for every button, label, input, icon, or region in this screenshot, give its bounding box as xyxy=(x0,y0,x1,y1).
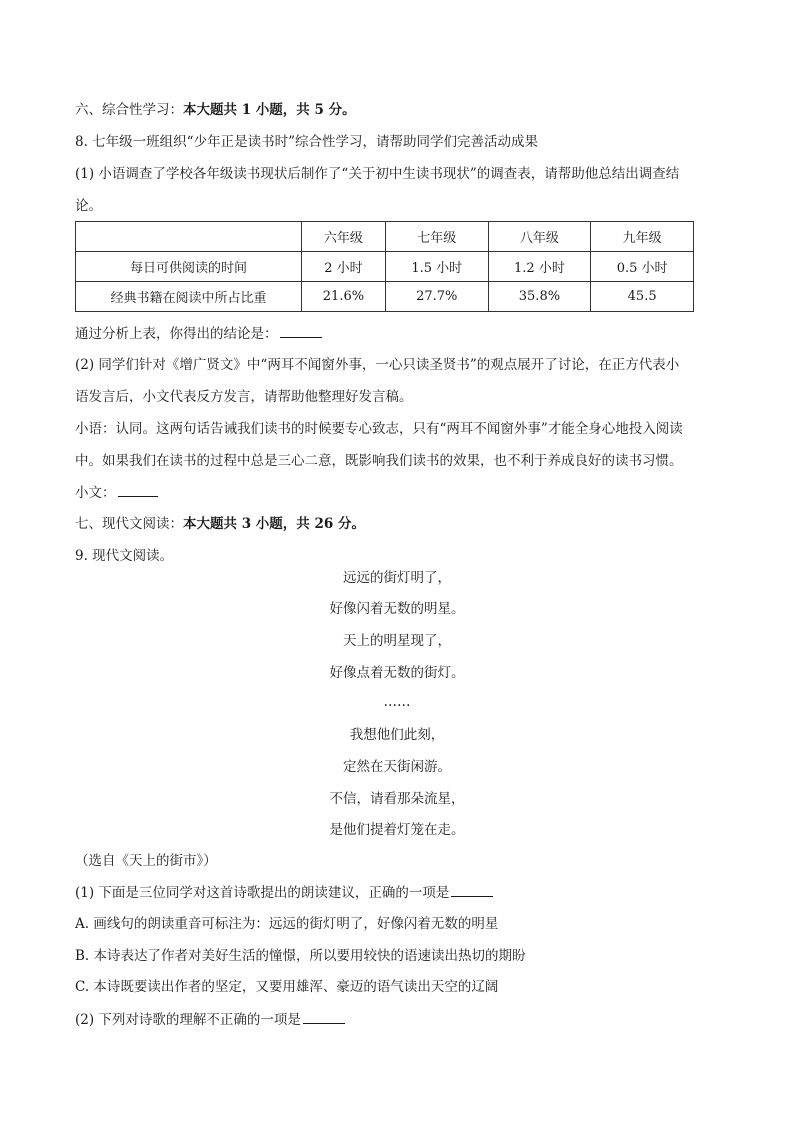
table-row xyxy=(76,252,694,282)
conclusion-line xyxy=(75,323,322,344)
table-cell: 1.2 小时 xyxy=(488,252,591,282)
table-cell: 35.8% xyxy=(488,282,591,312)
survey-table xyxy=(75,221,694,312)
q9-sub1: (1) 下面是三位同学对这首诗歌提出的朗读建议，正确的一项是 xyxy=(75,885,450,901)
table-row xyxy=(76,282,694,312)
table-header-row xyxy=(76,222,694,252)
q9-sub2-answer-blank[interactable] xyxy=(303,1009,345,1024)
section7-heading-prefix: 七、现代文阅读： xyxy=(75,516,183,532)
poem-source: （选自《天上的街市》） xyxy=(75,853,217,869)
table-header-cell xyxy=(76,222,302,252)
q8-title: 8. 七年级一班组织“少年正是读书时”综合性学习，请帮助同学们完善活动成果 xyxy=(75,134,538,150)
table-header-cell: 八年级 xyxy=(488,222,591,252)
xiaoyu-line2: 中。如果我们在读书的过程中总是三心二意，既影响我们读书的效果，也不利于养成良好的读书习惯。 xyxy=(75,453,683,469)
option-c[interactable]: C. 本诗既要读出作者的坚定，又要用雄浑、豪迈的语气读出天空的辽阔 xyxy=(75,979,499,995)
q8-part2-line2: 语发言后，小文代表反方发言，请帮助他整理好发言稿。 xyxy=(75,389,413,405)
conclusion-prompt: 通过分析上表，你得出的结论是： xyxy=(75,326,278,342)
table-cell: 2 小时 xyxy=(302,252,386,282)
section6-heading xyxy=(75,100,356,120)
section7-heading xyxy=(75,514,365,534)
table-row-label: 经典书籍在阅读中所占比重 xyxy=(76,282,302,312)
table-header-cell: 七年级 xyxy=(385,222,488,252)
table-cell: 0.5 小时 xyxy=(591,252,694,282)
table-header-cell: 九年级 xyxy=(591,222,694,252)
poem-line: 我想他们此刻， xyxy=(349,727,445,743)
poem-line: 好像闪着无数的明星。 xyxy=(329,601,465,617)
option-b[interactable]: B. 本诗表达了作者对美好生活的憧憬，所以要用较快的语速读出热切的期盼 xyxy=(75,948,526,964)
q9-title: 9. 现代文阅读。 xyxy=(75,548,174,564)
poem-line: 不信，请看那朵流星， xyxy=(329,791,465,807)
table-cell: 45.5 xyxy=(591,282,694,312)
poem-line: 是他们提着灯笼在走。 xyxy=(329,822,465,838)
section7-heading-bold: 本大题共 3 小题，共 26 分。 xyxy=(183,516,365,532)
table-row-label: 每日可供阅读的时间 xyxy=(76,252,302,282)
section6-heading-bold: 本大题共 1 小题，共 5 分。 xyxy=(183,102,356,118)
xiaoyu-line1: 小语：认同。这两句话告诫我们读书的时候要专心致志，只有“两耳不闻窗外事”才能全身心地投入阅读 xyxy=(75,421,683,437)
poem-ellipsis: …… xyxy=(383,694,411,710)
q8-part2-line1: (2) 同学们针对《增广贤文》中“两耳不闻窗外事，一心只读圣贤书”的观点展开了讨论，在正方代表小 xyxy=(75,357,680,373)
table-cell: 27.7% xyxy=(385,282,488,312)
xiaowen-line xyxy=(75,482,158,503)
q9-sub2: (2) 下列对诗歌的理解不正确的一项是 xyxy=(75,1012,301,1028)
table-cell: 21.6% xyxy=(302,282,386,312)
poem-line: 天上的明星现了， xyxy=(343,633,451,649)
poem-line: 好像点着无数的街灯。 xyxy=(329,665,465,681)
xiaowen-prompt: 小文： xyxy=(75,485,116,501)
table-header-cell: 六年级 xyxy=(302,222,386,252)
conclusion-answer-blank[interactable] xyxy=(280,323,322,338)
section6-heading-prefix: 六、综合性学习： xyxy=(75,102,183,118)
xiaowen-answer-blank[interactable] xyxy=(118,482,158,497)
poem-line: 远远的街灯明了， xyxy=(343,570,451,586)
q9-sub1-line xyxy=(75,882,493,903)
q9-sub2-line xyxy=(75,1009,345,1030)
table-cell: 1.5 小时 xyxy=(385,252,488,282)
q9-sub1-answer-blank[interactable] xyxy=(451,882,493,897)
q8-part1-line2: 论。 xyxy=(75,198,102,214)
option-a[interactable]: A. 画线句的朗读重音可标注为：远远的街灯明了，好像闪着无数的明星 xyxy=(75,916,499,932)
q8-part1-line1: (1) 小语调查了学校各年级读书现状后制作了“关于初中生读书现状”的调查表，请帮助他总结出调查结 xyxy=(75,166,680,182)
poem-line: 定然在天街闲游。 xyxy=(343,759,451,775)
